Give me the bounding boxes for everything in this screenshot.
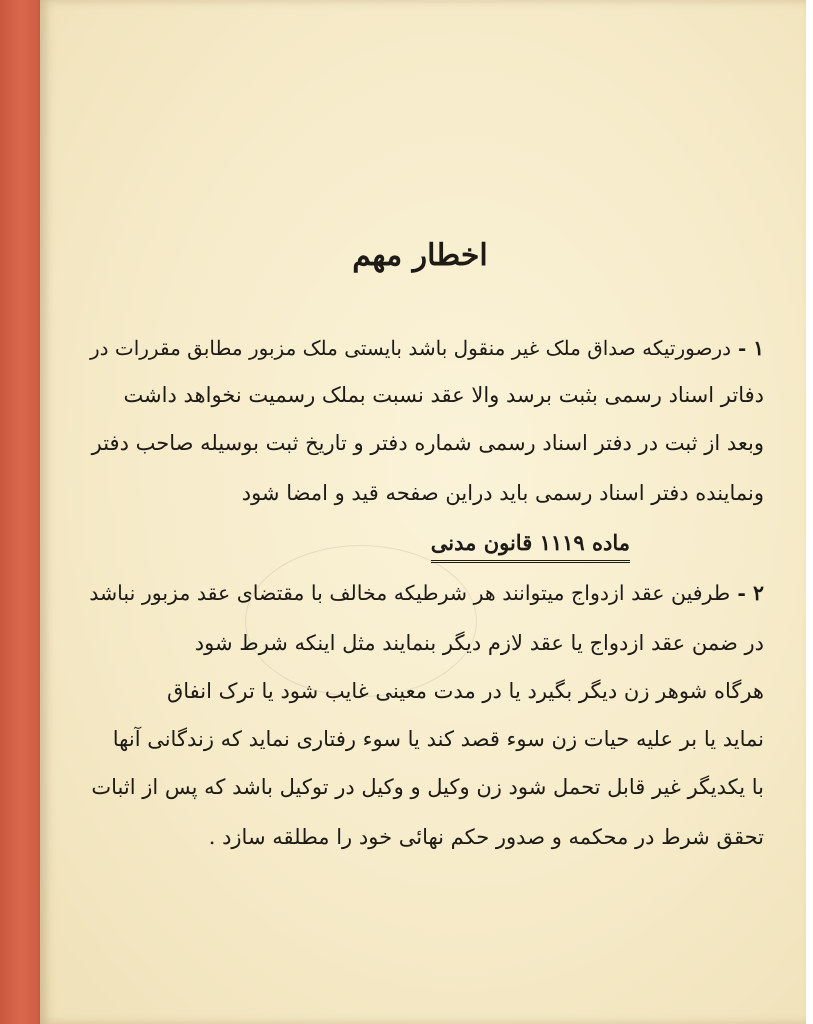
section1-line-1: ۱ - درصورتیکه صداق ملک غیر منقول باشد بایستی ملک مزبور مطابق مقررات در	[89, 336, 764, 360]
section1-number: ۱ -	[731, 336, 764, 360]
section1-line-2: دفاتر اسناد رسمی بثبت برسد والا عقد نسبت بملک رسمیت نخواهد داشت	[123, 383, 764, 407]
article-reference: ماده ۱۱۱۹ قانون مدنی	[431, 528, 630, 563]
section2-line-5: با یکدیگر غیر قابل تحمل شود زن وکیل و وکیل در توکیل باشد که پس از اثبات	[91, 775, 764, 799]
section1-line-4: ونماینده دفتر اسناد رسمی باید دراین صفحه قید و امضا شود	[241, 481, 764, 505]
section2-line-3: هرگاه شوهر زن دیگر بگیرد یا در مدت معینی غایب شود یا ترک انفاق	[166, 679, 764, 703]
section2-line-1: ۲ - طرفین عقد ازدواج میتوانند هر شرطیکه مخالف با مقتضای عقد مزبور نباشد	[89, 581, 764, 605]
paper-sheet	[40, 0, 806, 1024]
section1-line-3: وبعد از ثبت در دفتر اسناد رسمی شماره دفتر و تاریخ ثبت بوسیله صاحب دفتر	[91, 431, 764, 455]
page-title: اخطار مهم	[352, 238, 488, 273]
section2-number: ۲ -	[730, 581, 764, 605]
section2-line-2: در ضمن عقد ازدواج یا عقد لازم دیگر بنمایند مثل اینکه شرط شود	[194, 631, 764, 655]
document-content	[40, 0, 806, 1024]
section2-line-4: نماید یا بر علیه حیات زن سوء قصد کند یا سوء رفتاری نماید که زندگانی آنها	[112, 727, 764, 751]
section2-line-6: تحقق شرط در محکمه و صدور حکم نهائی خود را مطلقه سازد .	[208, 825, 764, 849]
